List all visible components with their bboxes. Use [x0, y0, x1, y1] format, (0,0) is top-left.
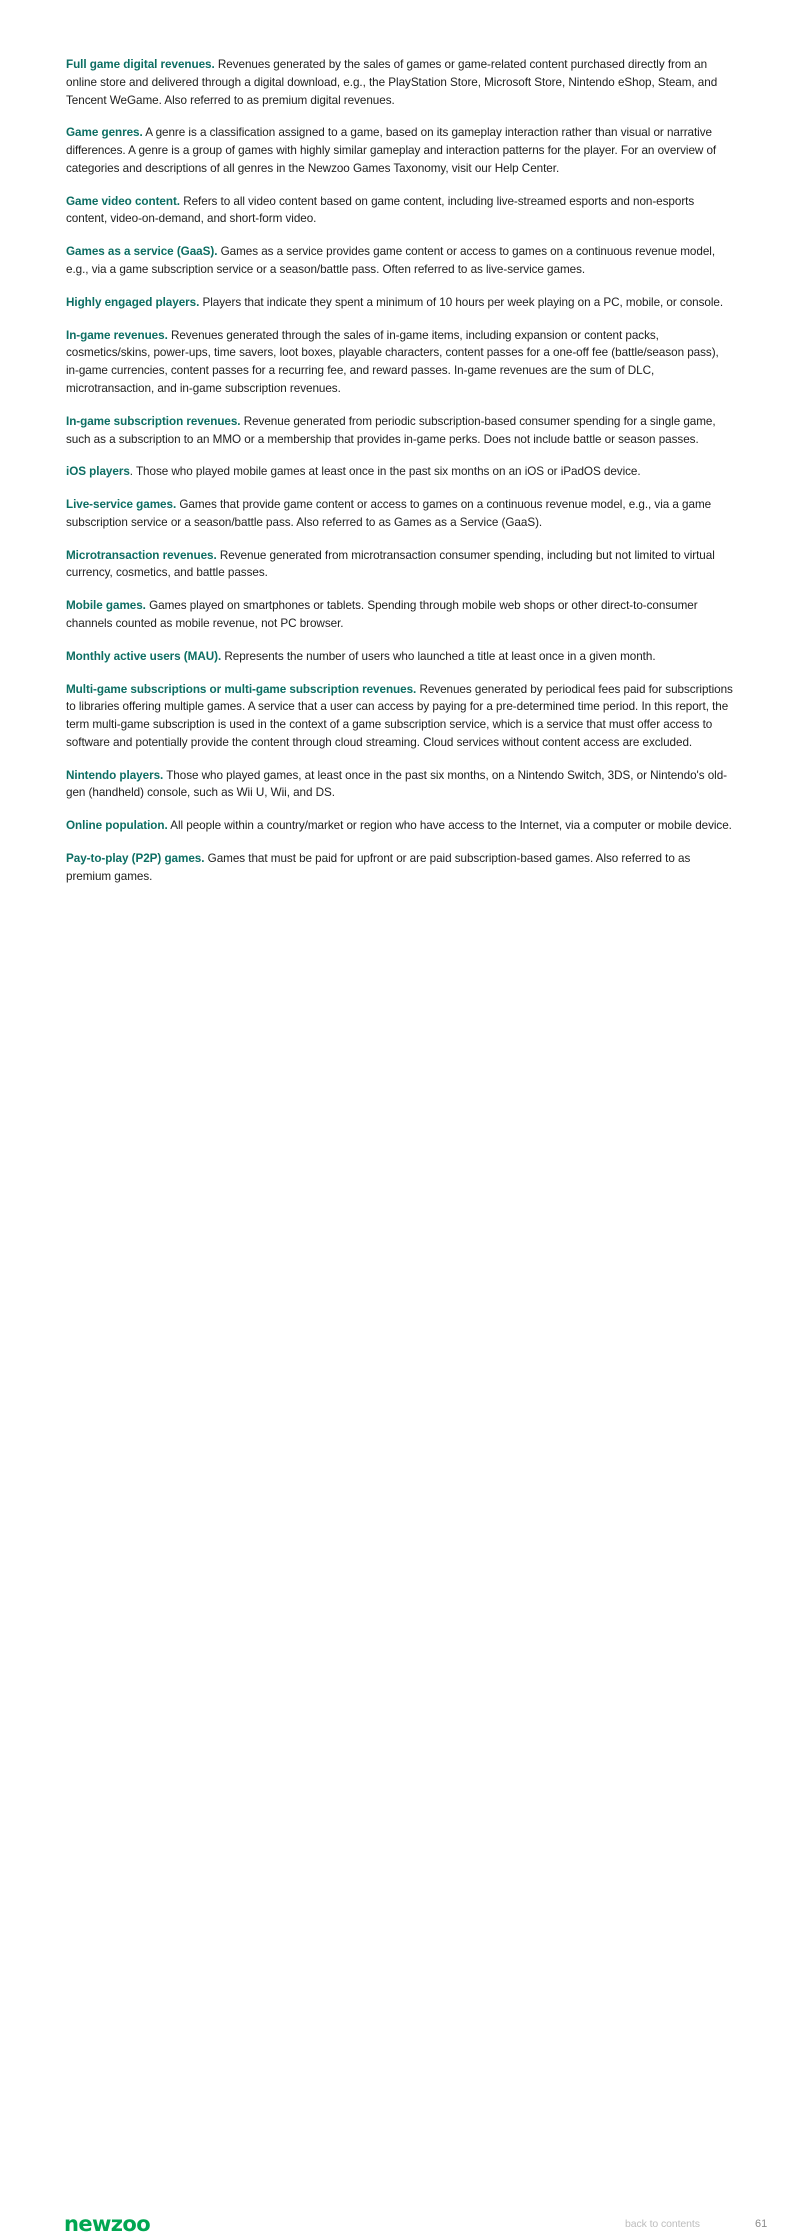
- back-to-contents-link[interactable]: back to contents: [625, 2218, 700, 2230]
- glossary-entry: [66, 496, 734, 532]
- glossary-term: Full game digital revenues.: [66, 58, 215, 71]
- glossary-term: In-game subscription revenues.: [66, 414, 241, 428]
- glossary-definition: Games played on smartphones or tablets. Spending through mobile web shops or other direct-to-consumer channels counted as mobile revenue, not PC browser.: [66, 599, 698, 630]
- glossary-entry: [66, 413, 734, 449]
- glossary-definition: Represents the number of users who launched a title at least once in a given month.: [221, 649, 656, 663]
- glossary-definition: All people within a country/market or region who have access to the Internet, via a computer or mobile device.: [167, 819, 732, 833]
- glossary-definition: Revenue generated from microtransaction consumer spending, including but not limited to virtual currency, cosmetics, and battle passes.: [66, 548, 715, 580]
- glossary-definition: Refers to all video content based on game content, including live-streamed esports and non-esports content, video-on-demand, and short-form video.: [66, 194, 695, 226]
- glossary-entry: [66, 767, 734, 803]
- glossary-term: Microtransaction revenues.: [66, 548, 217, 562]
- glossary-entry: [66, 817, 734, 835]
- glossary-term: Games as a service (GaaS).: [66, 245, 218, 259]
- glossary-entry: [66, 294, 734, 312]
- glossary-definition: Revenues generated by the sales of games or game-related content purchased directly from an online store and delivered through a digital download, e.g., the PlayStation Store, Microsoft Store, Nintendo eShop, Steam, and Tencent WeGame. Also referred to as premium digital revenues.: [66, 58, 718, 107]
- page-footer: [0, 1100, 800, 2236]
- glossary-entry: [66, 193, 734, 229]
- glossary-entry: [66, 547, 734, 583]
- glossary-entries: [66, 56, 734, 886]
- glossary-term: Mobile games.: [66, 599, 146, 613]
- glossary-definition: . Those who played mobile games at least once in the past six months on an iOS or iPadOS device.: [129, 465, 641, 479]
- glossary-entry: [66, 56, 734, 109]
- glossary-entry: [66, 648, 734, 666]
- glossary-definition: A genre is a classification assigned to a game, based on its gameplay interaction rather than visual or narrative differences. A genre is a group of games with highly similar gameplay and interaction patterns for the player. For an overview of categories and descriptions of all genres in the Newzoo Games Taxonomy, visit our Help Center.: [66, 126, 717, 175]
- glossary-term: Game genres.: [66, 126, 143, 140]
- glossary-term: Pay-to-play (P2P) games.: [66, 852, 205, 865]
- glossary-entry: [66, 850, 734, 886]
- glossary-term: In-game revenues.: [66, 328, 168, 342]
- glossary-term: Highly engaged players.: [66, 295, 200, 309]
- glossary-definition: Revenues generated by periodical fees paid for subscriptions to libraries offering multiple games. A service that a user can access by paying for a pre-determined time period. In this report, the term multi-game subscription is used in the context of a game subscription service, which is a service that must offer access to software and potentially provide the content through cloud streaming. Cloud services without content access are excluded.: [66, 682, 733, 749]
- glossary-definition: Players that indicate they spent a minimum of 10 hours per week playing on a PC, mobile, or console.: [199, 295, 724, 309]
- glossary-entry: [66, 124, 734, 177]
- glossary-term: Game video content.: [66, 194, 181, 208]
- glossary-term: Multi-game subscriptions or multi-game subscription revenues.: [66, 682, 417, 696]
- glossary-entry: [66, 597, 734, 633]
- glossary-term: iOS players: [66, 465, 130, 479]
- glossary-term: Live-service games.: [66, 498, 177, 512]
- glossary-term: Nintendo players.: [66, 768, 164, 782]
- glossary-definition: Games that must be paid for upfront or are paid subscription-based games. Also referred to as premium games.: [66, 852, 691, 883]
- glossary-definition: Games that provide game content or access to games on a continuous revenue model, e.g., via a game subscription service or a season/battle pass. Also referred to as Games as a Service (GaaS).: [66, 498, 712, 529]
- glossary-definition: Revenues generated through the sales of in-game items, including expansion or content packs, cosmetics/skins, power-ups, time savers, loot boxes, playable characters, content passes for a one-off fee (battle/season pass), in-game currencies, content passes for a recurring fee, and reward passes. In-game revenues are the sum of DLC, microtransaction, and in-game subscription revenues.: [66, 328, 719, 395]
- glossary-term: Online population.: [66, 819, 168, 833]
- glossary-entry: [66, 243, 734, 279]
- glossary-entry: [66, 327, 734, 398]
- page-number: 61: [755, 2218, 768, 2230]
- glossary-definition: Revenue generated from periodic subscription-based consumer spending for a single game, such as a subscription to an MMO or a membership that provides in-game perks. Does not include battle or season passes.: [66, 414, 716, 446]
- glossary-definition: Those who played games, at least once in the past six months, on a Nintendo Switch, 3DS, or Nintendo's old-gen (handheld) console, such as Wii U, Wii, and DS.: [66, 768, 727, 800]
- glossary-definition: Games as a service provides game content or access to games on a continuous revenue model, e.g., via a game subscription service or a season/battle pass. Often referred to as live-service games.: [66, 245, 716, 277]
- glossary-term: Monthly active users (MAU).: [66, 649, 222, 663]
- newzoo-logo: newzoo: [64, 2212, 151, 2236]
- glossary-entry: [66, 681, 734, 752]
- glossary-entry: [66, 463, 734, 481]
